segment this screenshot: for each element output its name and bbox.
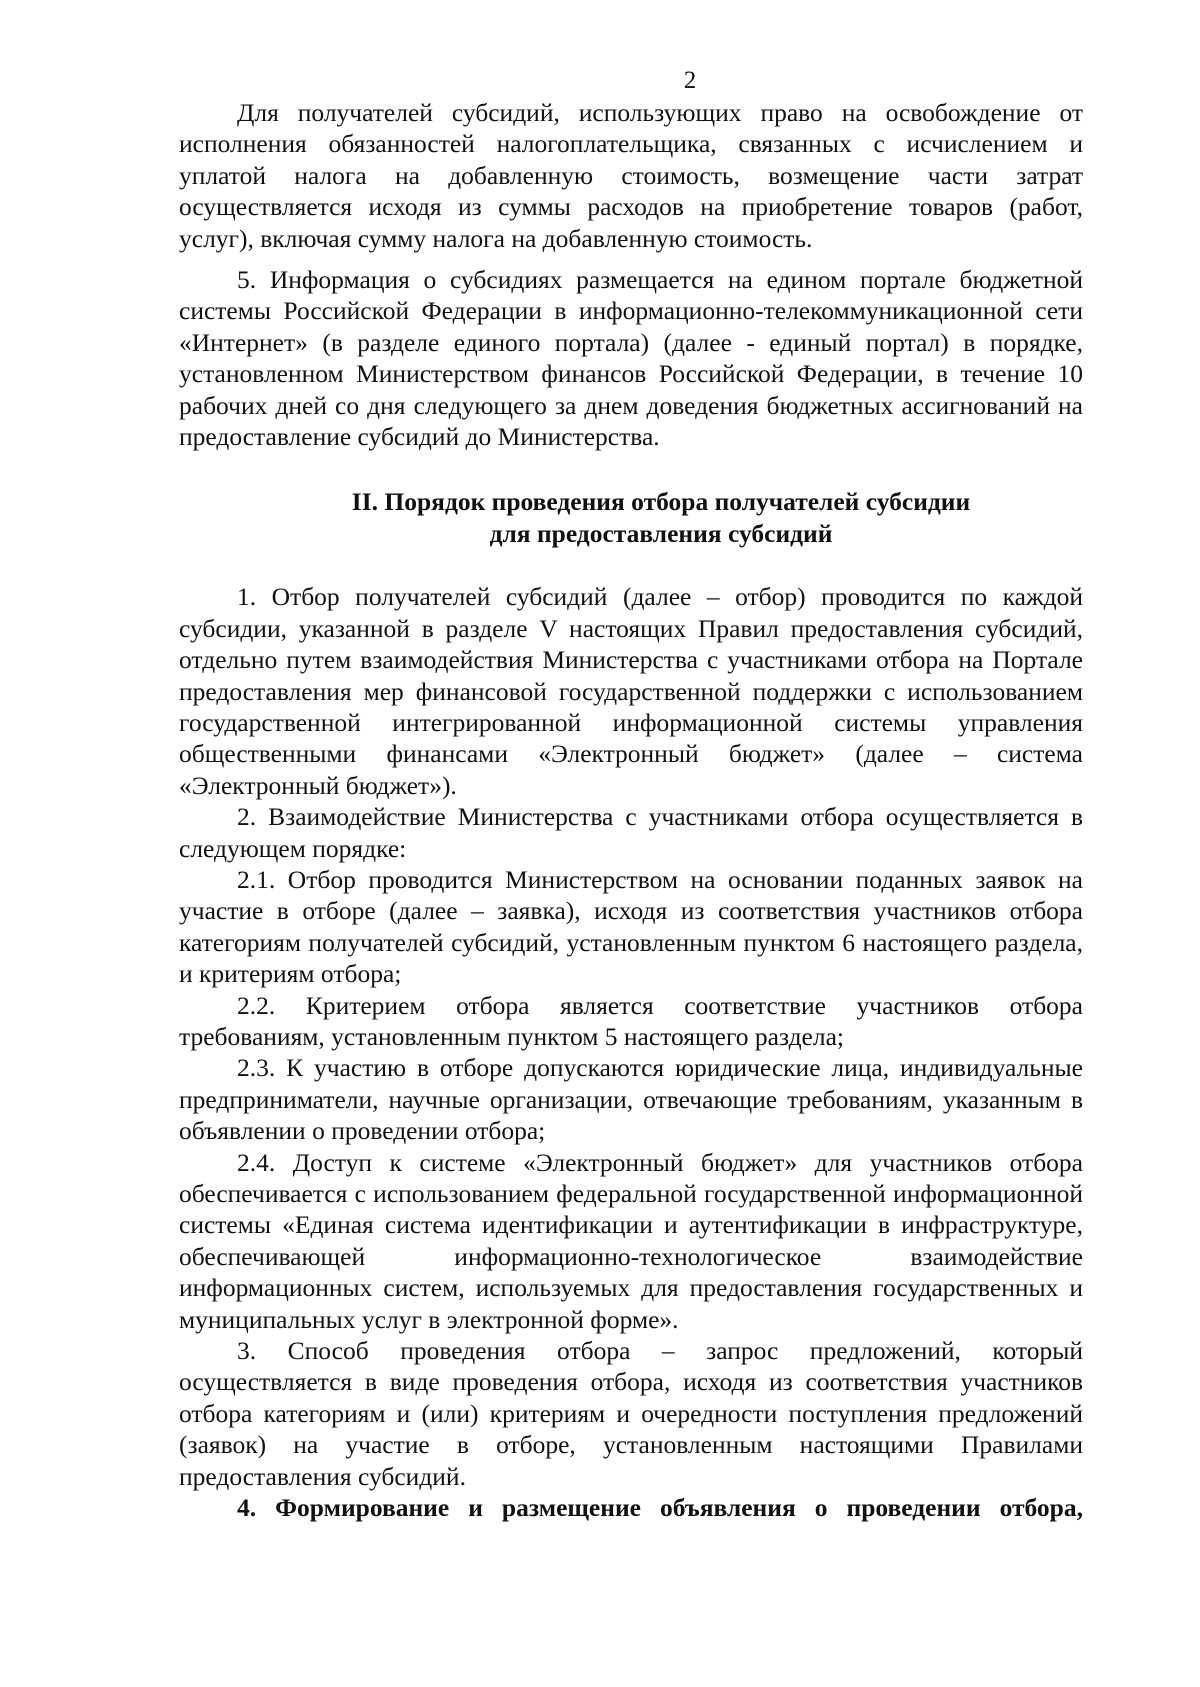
paragraph-2-interaction: 2. Взаимодействие Министерства с участниками отбора осуществляется в следующем порядке: — [179, 802, 1083, 863]
paragraph-1-selection: 1. Отбор получателей субсидий (далее – отбор) проводится по каждой субсидии, указанной в разделе V настоящих Правил предоставления субсидий, отдельно путем взаимодействия Министерства с участниками отбора на Портале предоставления мер финансовой государственной поддержки с использованием государственной интегрированной информационной системы управления общественными финансами «Электронный бюджет» (далее – система «Электронный бюджет»). — [179, 582, 1083, 800]
paragraph-2-1: 2.1. Отбор проводится Министерством на основании поданных заявок на участие в отборе (далее – заявка), исходя из соответствия участников отбора категориям получателей субсидий, установленным пунктом 6 настоящего раздела, и критериям отбора; — [179, 864, 1083, 989]
section-title-line-2: для предоставления субсидий — [489, 518, 833, 548]
section-title-line-1: II. Порядок проведения отбора получателей субсидии — [351, 487, 971, 517]
paragraph-2-3: 2.3. К участию в отборе допускаются юридические лица, индивидуальные предприниматели, научные организации, отвечающие требованиям, указанным в объявлении о проведении отбора; — [179, 1053, 1083, 1146]
paragraph-2-2: 2.2. Критерием отбора является соответствие участников отбора требованиям, установленным пунктом 5 настоящего раздела; — [179, 990, 1083, 1051]
paragraph-vat-exemption: Для получателей субсидий, использующих право на освобождение от исполнения обязанностей налогоплательщика, связанных с исчислением и уплатой налога на добавленную стоимость, возмещение части затрат осуществляется исходя из суммы расходов на приобретение товаров (работ, услуг), включая сумму налога на добавленную стоимость. — [179, 98, 1083, 253]
paragraph-3-method: 3. Способ проведения отбора – запрос предложений, который осуществляется в виде проведения отбора, исходя из соответствия участников отбора категориям и (или) критериям и очередности поступления предложений (заявок) на участие в отборе, установленным настоящими Правилами предоставления субсидий. — [179, 1336, 1083, 1491]
paragraph-5-subsidy-info: 5. Информация о субсидиях размещается на едином портале бюджетной системы Российской Федерации в информационно-телекоммуникационной сети «Интернет» (в разделе единого портала) (далее - единый портал) в порядке, установленном Министерством финансов Российской Федерации, в течение 10 рабочих дней со дня следующего за днем доведения бюджетных ассигнований на предоставление субсидий до Министерства. — [179, 265, 1083, 452]
page-number: 2 — [683, 67, 697, 94]
paragraph-4-heading: 4. Формирование и размещение объявления о проведении отбора, — [237, 1493, 1083, 1523]
paragraph-2-4: 2.4. Доступ к системе «Электронный бюджет» для участников отбора обеспечивается с использованием федеральной государственной информационной системы «Единая система идентификации и аутентификации в инфраструктуре, обеспечивающей информационно-технологическое взаимодействие информационных систем, используемых для предоставления государственных и муниципальных услуг в электронной форме». — [179, 1147, 1083, 1334]
document-body — [179, 97, 1083, 1523]
section-ii-title — [179, 486, 1083, 549]
